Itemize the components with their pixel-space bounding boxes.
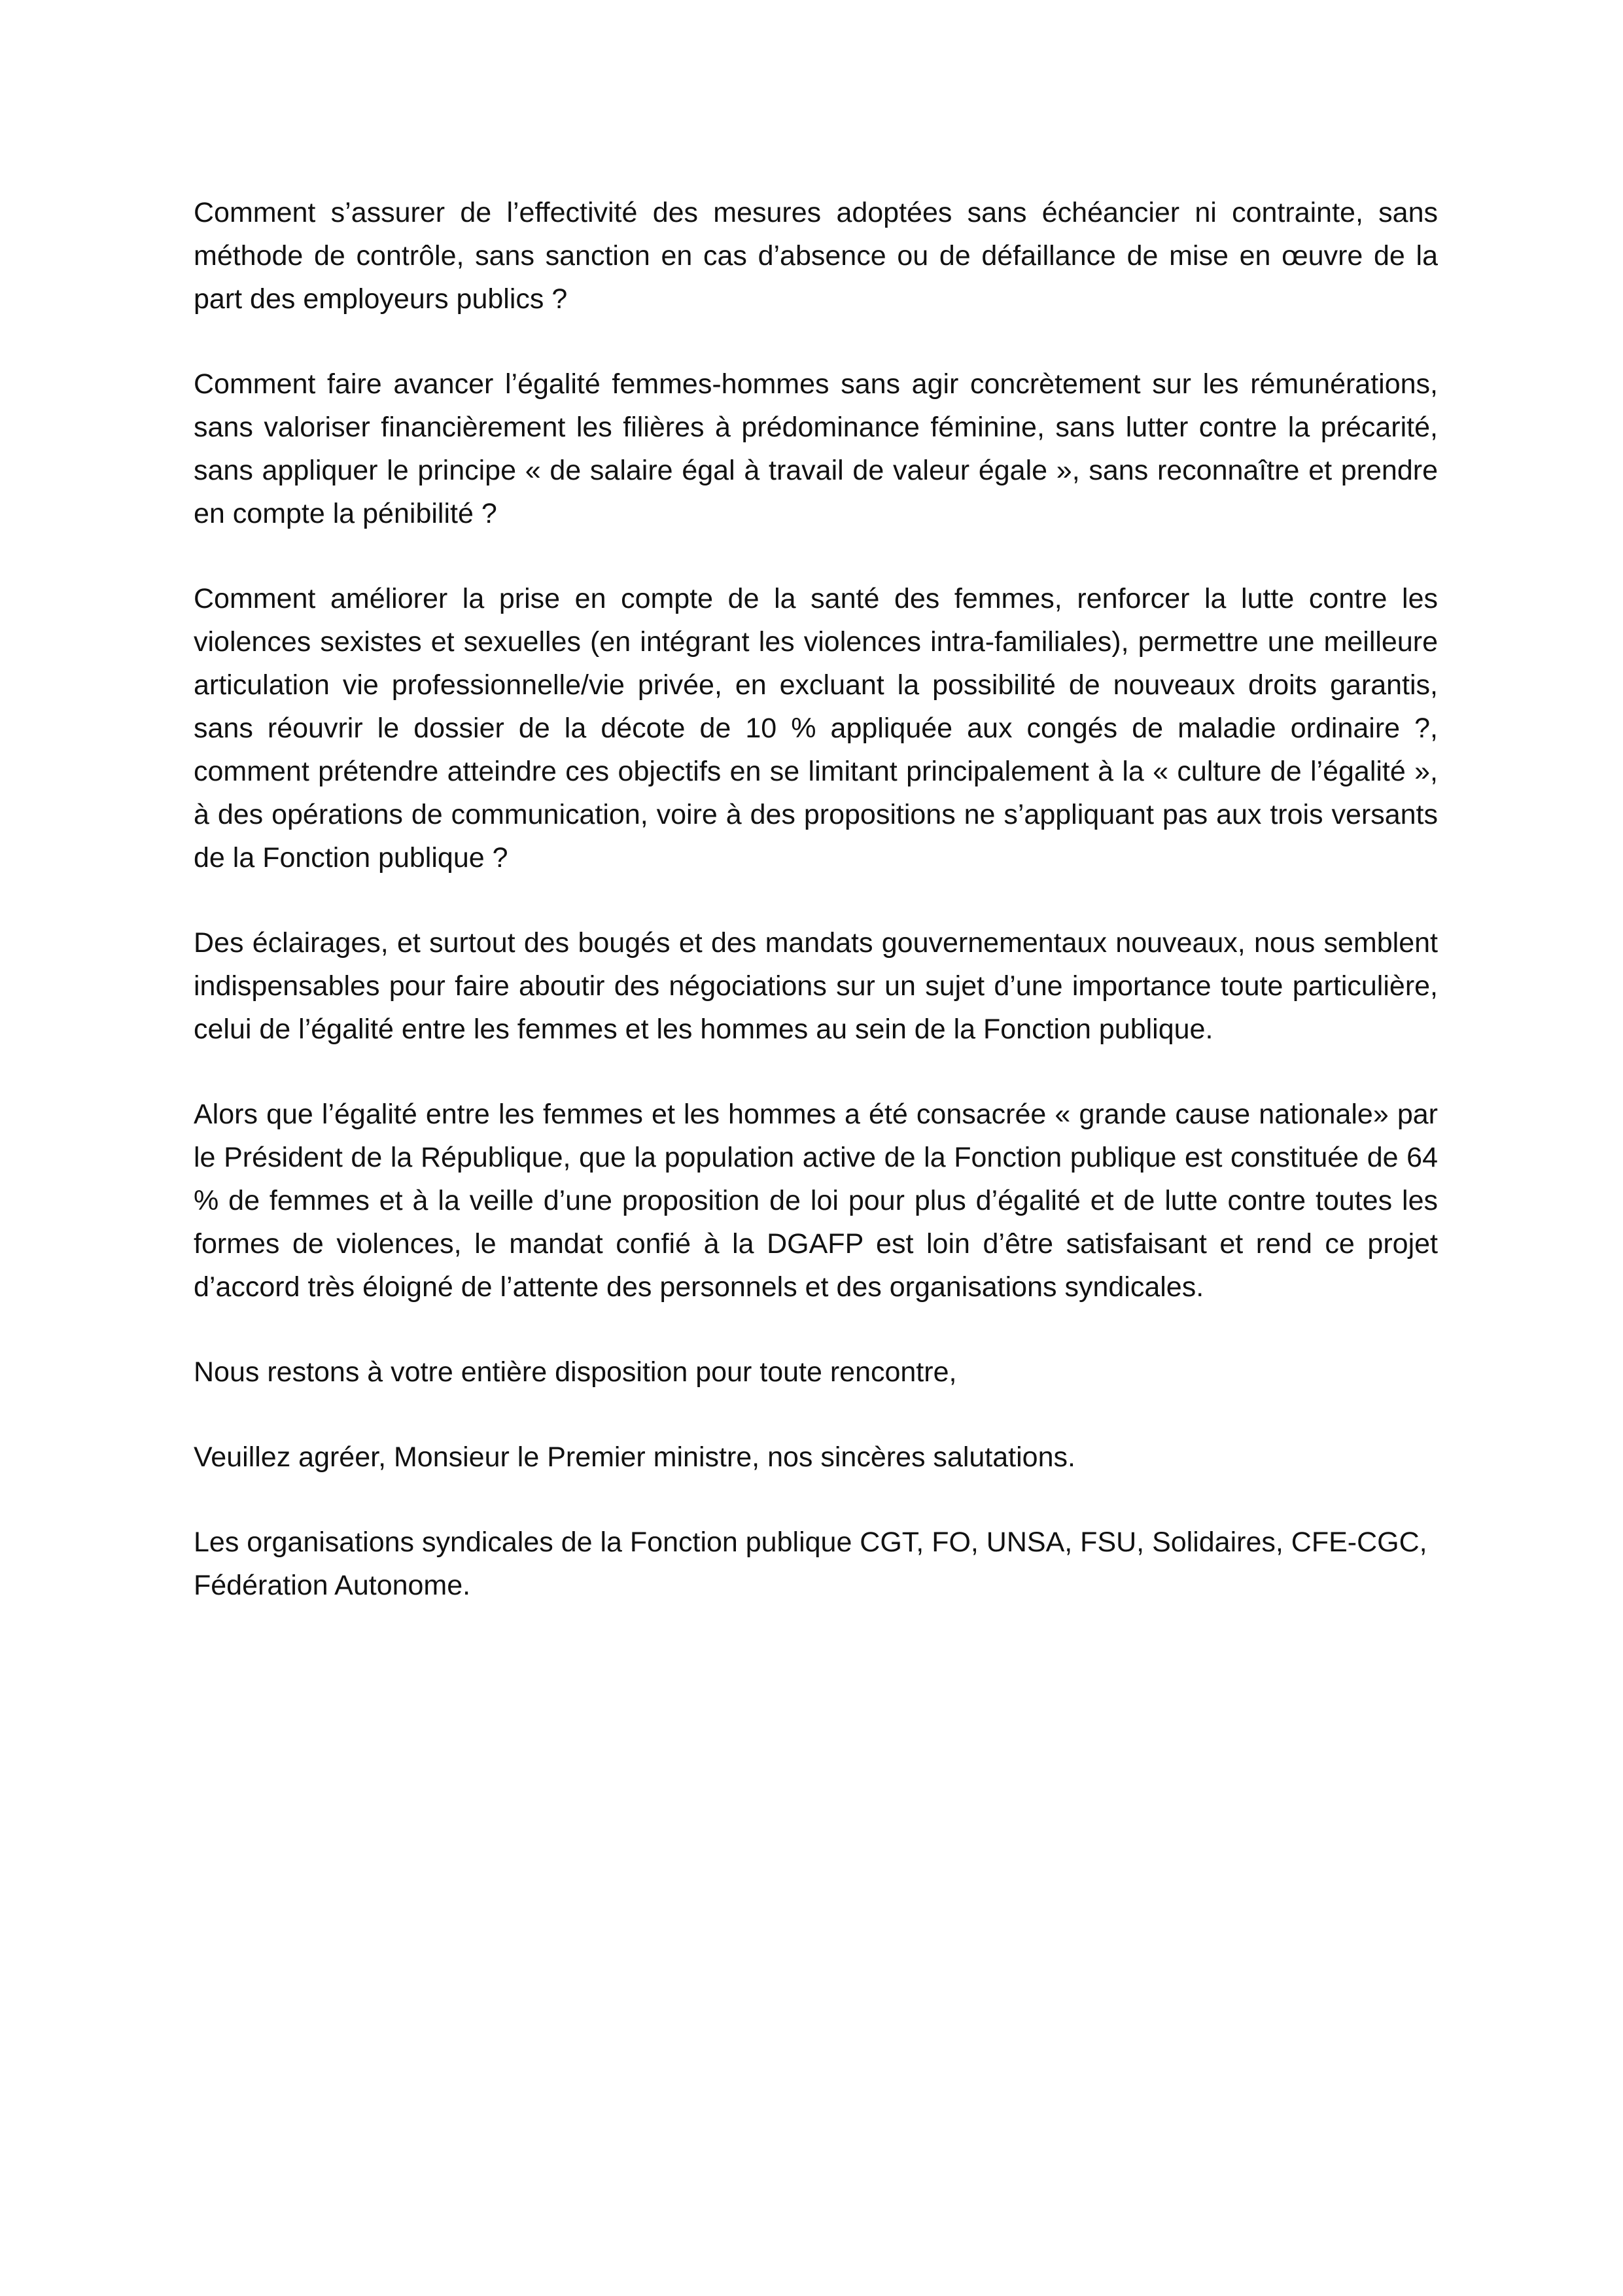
paragraph-eclairages: Des éclairages, et surtout des bougés et des mandats gouvernementaux nouveaux, nous semblent indispensables pour faire aboutir des négociations sur un sujet d’une importance toute particulière, celui de l’égalité entre les femmes et les hommes au sein de la Fonction publique. [194,927,1438,1045]
paragraph-sante-violences: Comment améliorer la prise en compte de la santé des femmes, renforcer la lutte contre les violences sexistes et sexuelles (en intégrant les violences intra-familiales), permettre une meilleure articulation vie professionnelle/vie privée, en excluant la possibilité de nouveaux droits garantis, sans réouvrir le dossier de la décote de 10 % appliquée aux congés de maladie ordinaire ?, comment prétendre atteindre ces objectifs en se limitant principalement à la « culture de l’égalité », à des opérations de communication, voire à des propositions ne s’appliquant pas aux trois versants de la Fonction publique ? [194,583,1438,874]
paragraph-remunerations: Comment faire avancer l’égalité femmes-hommes sans agir concrètement sur les rémunérations, sans valoriser financièrement les filières à prédominance féminine, sans lutter contre la précarité, sans appliquer le principe « de salaire égal à travail de valeur égale », sans reconnaître et prendre en compte la pénibilité ? [194,368,1438,529]
paragraph-effectivite-mesures: Comment s’assurer de l’effectivité des mesures adoptées sans échéancier ni contrainte, sans méthode de contrôle, sans sanction en cas d’absence ou de défaillance de mise en œuvre de la part des employeurs publics ? [194,197,1438,315]
paragraph-grande-cause: Alors que l’égalité entre les femmes et les hommes a été consacrée « grande cause nationale» par le Président de la République, que la population active de la Fonction publique est constituée de 64 % de femmes et à la veille d’une proposition de loi pour plus d’égalité et de lutte contre toutes les formes de violences, le mandat confié à la DGAFP est loin d’être satisfaisant et rend ce projet d’accord très éloigné de l’attente des personnels et des organisations syndicales. [194,1099,1438,1303]
paragraph-salutations: Veuillez agréer, Monsieur le Premier ministre, nos sincères salutations. [194,1441,1075,1473]
letter-body [194,191,1438,1649]
paragraph-disposition: Nous restons à votre entière disposition pour toute rencontre, [194,1356,957,1388]
paragraph-signataires: Les organisations syndicales de la Fonction publique CGT, FO, UNSA, FSU, Solidaires, CFE-CGC, Fédération Autonome. [194,1527,1427,1601]
